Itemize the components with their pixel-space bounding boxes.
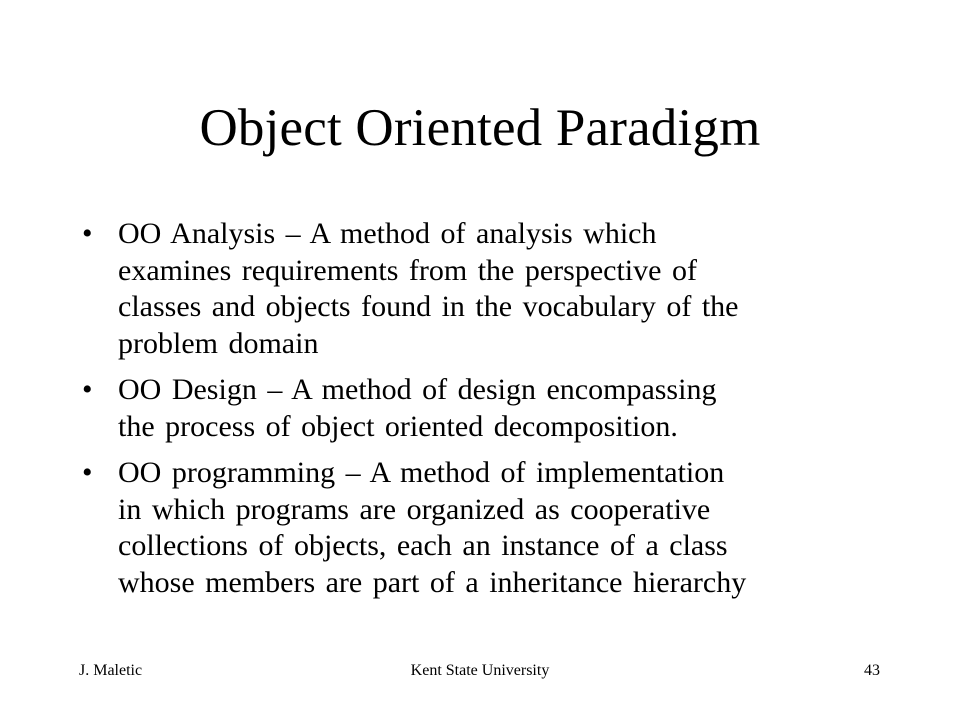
footer-page-number: 43 [864, 662, 880, 679]
bullet-line: examines requirements from the perspective of [118, 253, 697, 287]
footer-author: J. Maletic [79, 662, 143, 679]
footer-institution: Kent State University [410, 662, 550, 679]
bullet-line: problem domain [118, 326, 319, 360]
bullet-item-oo-design [82, 372, 882, 445]
bullet-item-oo-analysis [82, 216, 882, 362]
bullet-icon: • [82, 373, 93, 406]
slide-title: Object Oriented Paradigm [199, 99, 761, 157]
bullet-line: OO Analysis – A method of analysis which [118, 217, 657, 250]
bullet-line: the process of object oriented decomposition. [118, 409, 678, 443]
bullet-item-oo-programming [82, 455, 882, 601]
bullet-line: whose members are part of a inheritance hierarchy [118, 565, 747, 599]
bullet-line: collections of objects, each an instance of a class [118, 529, 728, 562]
bullet-icon: • [82, 217, 93, 250]
bullet-line: classes and objects found in the vocabulary of the [118, 290, 739, 323]
bullet-icon: • [82, 456, 93, 489]
bullet-line: OO programming – A method of implementation [118, 456, 725, 489]
bullet-list [82, 216, 882, 601]
bullet-line: in which programs are organized as cooperative [118, 492, 711, 526]
bullet-line: OO Design – A method of design encompassing [118, 373, 717, 406]
